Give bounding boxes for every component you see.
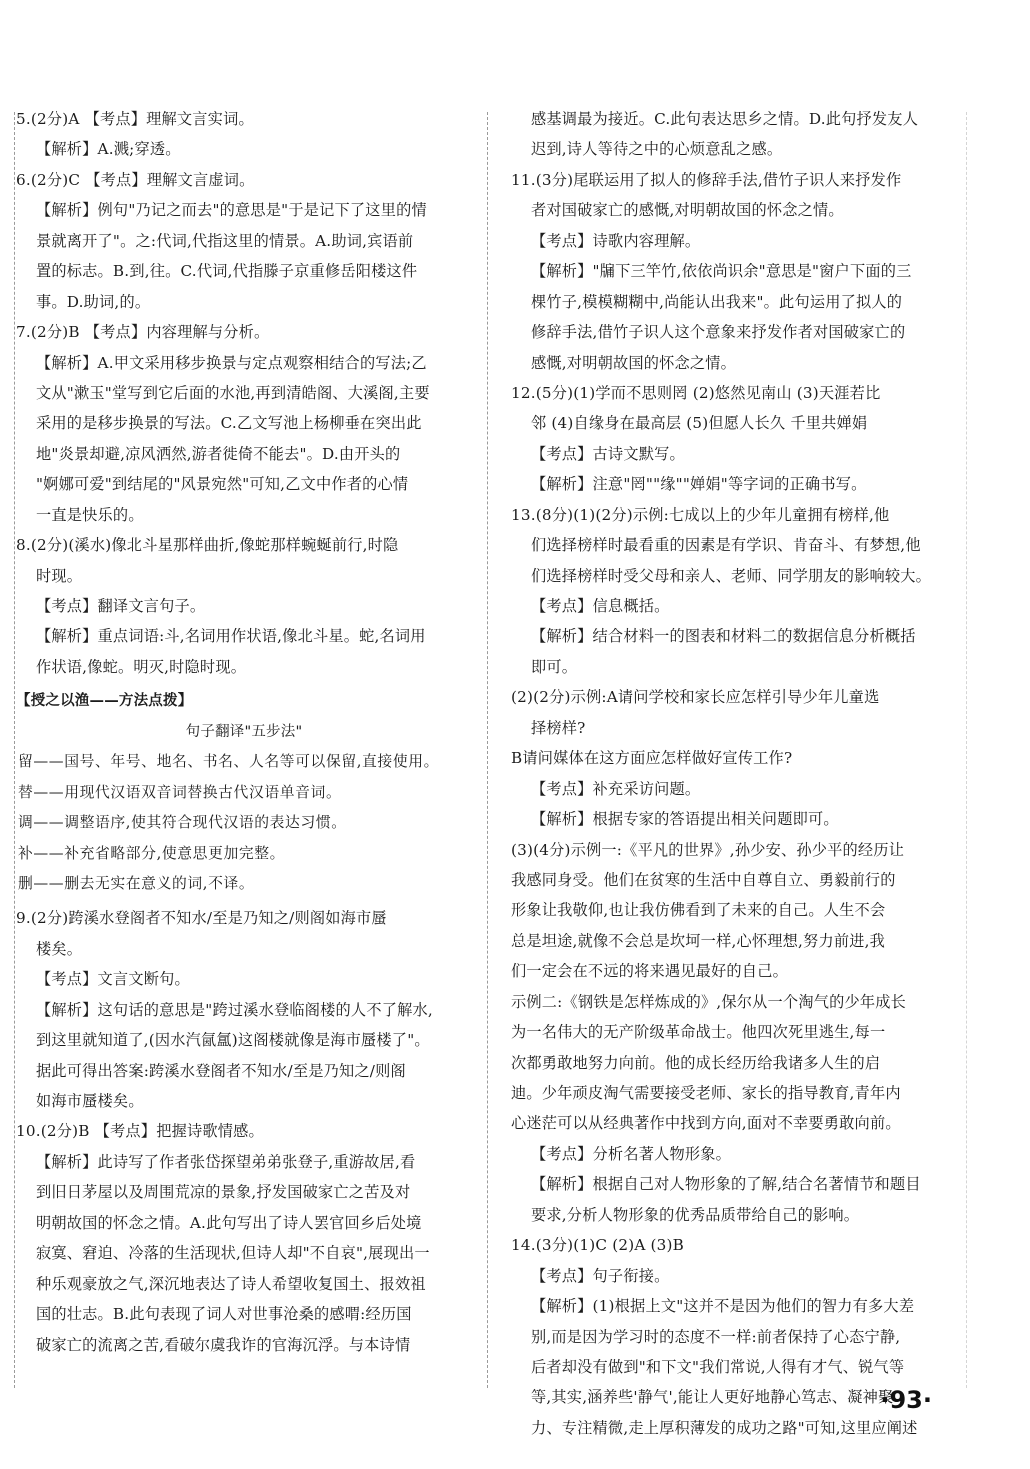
left-line-2: 【解析】A.溅;穿透。 bbox=[36, 140, 181, 159]
left-line-11: 采用的是移步换景的写法。C.乙文写池上杨柳垂在突出此 bbox=[36, 414, 422, 433]
left-line-35: 【解析】此诗写了作者张岱探望弟弟张登子,重游故居,看 bbox=[36, 1152, 416, 1171]
right-line-7: 棵竹子,模模糊糊中,尚能认出我来"。此句运用了拟人的 bbox=[531, 292, 903, 311]
left-line-20: 【授之以渔——方法点拨】 bbox=[16, 693, 193, 710]
left-line-14: 一直是快乐的。 bbox=[36, 505, 144, 524]
right-line-42: 后者却没有做到"和下文"我们常说,人得有才气、锐气等 bbox=[531, 1357, 905, 1376]
right-line-21: 择榜样? bbox=[531, 718, 586, 737]
left-line-8: 7.(2分)B 【考点】内容理解与分析。 bbox=[16, 323, 270, 342]
right-line-43: 等,其实,涵养些'静气',能让人更好地静心笃志、凝神聚 bbox=[531, 1388, 894, 1407]
right-line-29: 们一定会在不远的将来遇见最好的自己。 bbox=[511, 962, 788, 981]
right-line-20: (2)(2分)示例:A请问学校和家长应怎样引导少年儿童选 bbox=[511, 688, 880, 707]
right-line-34: 心迷茫可以从经典著作中找到方向,面对不幸要勇敢向前。 bbox=[511, 1114, 901, 1133]
right-line-8: 修辞手法,借竹子识人这个意象来抒发作者对国破家亡的 bbox=[531, 323, 906, 342]
left-margin-rule bbox=[14, 112, 15, 1388]
left-line-41: 破家亡的流离之苦,看破尔虞我诈的官海沉浮。与本诗情 bbox=[36, 1335, 411, 1354]
right-line-37: 要求,分析人物形象的优秀品质带给自己的影响。 bbox=[531, 1205, 860, 1224]
right-line-39: 【考点】句子衔接。 bbox=[531, 1266, 670, 1285]
right-line-30: 示例二:《钢铁是怎样炼成的》,保尔从一个淘气的少年成长 bbox=[511, 992, 907, 1011]
left-line-36: 到旧日茅屋以及周围荒凉的景象,抒发国破家亡之苦及对 bbox=[36, 1183, 411, 1202]
left-line-30: 【解析】这句话的意思是"跨过溪水登临阁楼的人不了解水, bbox=[36, 1000, 433, 1019]
left-line-31: 到这里就知道了,(因水汽氤氲)这阁楼就像是海市蜃楼了"。 bbox=[36, 1031, 430, 1050]
left-line-13: "婀娜可爱"到结尾的"风景宛然"可知,乙文中作者的心情 bbox=[36, 475, 409, 494]
left-line-24: 调——调整语序,使其符合现代汉语的表达习惯。 bbox=[18, 814, 347, 832]
left-line-26: 删——删去无实在意义的词,不译。 bbox=[18, 874, 255, 892]
right-line-33: 迪。少年顽皮淘气需要接受老师、家长的指导教育,青年内 bbox=[511, 1084, 901, 1102]
left-column bbox=[16, 104, 472, 1360]
left-line-39: 种乐观豪放之气,深沉地表达了诗人希望收复国土、报效祖 bbox=[36, 1274, 426, 1293]
right-line-10: 12.(5分)(1)学而不思则罔 (2)悠然见南山 (3)天涯若比 bbox=[511, 383, 881, 402]
right-line-32: 次都勇敢地努力向前。他的成长经历给我诸多人生的启 bbox=[511, 1053, 881, 1072]
left-line-16: 时现。 bbox=[36, 566, 83, 585]
left-line-37: 明朝故国的怀念之情。A.此句写出了诗人罢官回乡后处境 bbox=[36, 1213, 422, 1232]
left-line-40: 国的壮志。B.此句表现了词人对世事沧桑的感喟:经历国 bbox=[36, 1305, 412, 1324]
left-line-32: 据此可得出答案:跨溪水登阁者不知水/至是乃知之/则阁 bbox=[36, 1061, 406, 1080]
right-line-4: 者对国破家亡的感慨,对明朝故国的怀念之情。 bbox=[531, 201, 844, 220]
right-column bbox=[511, 104, 941, 1443]
left-line-38: 寂寞、窘迫、冷落的生活现状,但诗人却"不自哀",展现出一 bbox=[36, 1244, 430, 1263]
right-line-5: 【考点】诗歌内容理解。 bbox=[531, 231, 701, 250]
left-line-10: 文从"漱玉"堂写到它后面的水池,再到清皓阁、大溪阁,主要 bbox=[36, 383, 430, 402]
right-line-41: 别,而是因为学习时的态度不一样:前者保持了心态宁静, bbox=[531, 1327, 901, 1346]
right-line-31: 为一名伟大的无产阶级革命战士。他四次死里逃生,每一 bbox=[511, 1023, 886, 1042]
right-line-3: 11.(3分)尾联运用了拟人的修辞手法,借竹子识人来抒发作 bbox=[511, 170, 902, 189]
left-line-21: 句子翻译"五步法" bbox=[185, 723, 303, 740]
left-line-18: 【解析】重点词语:斗,名词用作状语,像北斗星。蛇,名词用 bbox=[36, 627, 426, 646]
left-line-23: 替——用现代汉语双音词替换古代汉语单音词。 bbox=[18, 783, 342, 801]
right-line-36: 【解析】根据自己对人物形象的了解,结合名著情节和题目 bbox=[531, 1175, 921, 1194]
left-line-5: 景就离开了"。之:代词,代指这里的情景。A.助词,宾语前 bbox=[36, 231, 414, 250]
right-line-18: 【解析】结合材料一的图表和材料二的数据信息分析概括 bbox=[531, 627, 916, 646]
right-line-9: 感慨,对明朝故国的怀念之情。 bbox=[531, 353, 737, 372]
left-line-6: 置的标志。B.到,往。C.代词,代指滕子京重修岳阳楼这件 bbox=[36, 262, 418, 281]
right-line-35: 【考点】分析名著人物形象。 bbox=[531, 1144, 732, 1163]
left-line-19: 作状语,像蛇。明灭,时隐时现。 bbox=[36, 657, 247, 676]
left-line-28: 楼矣。 bbox=[36, 939, 83, 958]
right-line-23: 【考点】补充采访问题。 bbox=[531, 779, 701, 798]
left-line-4: 【解析】例句"乃记之而去"的意思是"于是记下了这里的情 bbox=[36, 201, 427, 220]
right-line-25: (3)(4分)示例一:《平凡的世界》,孙少安、孙少平的经历让 bbox=[511, 840, 905, 859]
left-line-25: 补——补充省略部分,使意思更加完整。 bbox=[18, 844, 286, 862]
left-line-17: 【考点】翻译文言句子。 bbox=[36, 597, 206, 615]
right-margin-rule bbox=[966, 112, 967, 1388]
left-line-1: 5.(2分)A 【考点】理解文言实词。 bbox=[16, 110, 254, 128]
right-line-12: 【考点】古诗文默写。 bbox=[531, 444, 685, 463]
right-line-22: B请问媒体在这方面应怎样做好宣传工作? bbox=[511, 749, 793, 768]
right-line-16: 们选择榜样时受父母和亲人、老师、同学朋友的影响较大。 bbox=[531, 566, 932, 585]
right-line-19: 即可。 bbox=[531, 657, 578, 676]
left-line-34: 10.(2分)B 【考点】把握诗歌情感。 bbox=[16, 1122, 264, 1141]
page-number: ·93· bbox=[880, 1386, 932, 1414]
right-line-24: 【解析】根据专家的答语提出相关问题即可。 bbox=[531, 810, 839, 829]
right-line-14: 13.(8分)(1)(2分)示例:七成以上的少年儿童拥有榜样,他 bbox=[511, 505, 890, 524]
left-line-22: 留——国号、年号、地名、书名、人名等可以保留,直接使用。 bbox=[18, 753, 440, 771]
right-line-15: 们选择榜样时最看重的因素是有学识、肯奋斗、有梦想,他 bbox=[531, 536, 921, 555]
left-line-29: 【考点】文言文断句。 bbox=[36, 970, 190, 989]
right-line-27: 形象让我敬仰,也让我仿佛看到了未来的自己。人生不会 bbox=[511, 901, 886, 920]
left-line-9: 【解析】A.甲文采用移步换景与定点观察相结合的写法;乙 bbox=[36, 353, 427, 372]
column-divider bbox=[487, 112, 488, 1388]
right-line-6: 【解析】"牖下三竿竹,依依尚识余"意思是"窗户下面的三 bbox=[531, 262, 912, 281]
right-line-26: 我感同身受。他们在贫寒的生活中自尊自立、勇毅前行的 bbox=[511, 870, 896, 889]
left-line-33: 如海市蜃楼矣。 bbox=[36, 1092, 144, 1110]
left-line-7: 事。D.助词,的。 bbox=[36, 292, 151, 311]
left-line-15: 8.(2分)(溪水)像北斗星那样曲折,像蛇那样蜿蜒前行,时隐 bbox=[16, 536, 399, 555]
right-line-1: 感基调最为接近。C.此句表达思乡之情。D.此句抒发友人 bbox=[531, 110, 919, 128]
right-line-11: 邻 (4)自缘身在最高层 (5)但愿人长久 千里共婵娟 bbox=[531, 414, 868, 433]
right-line-13: 【解析】注意"罔""缘""婵娟"等字词的正确书写。 bbox=[531, 475, 867, 494]
right-line-40: 【解析】(1)根据上文"这并不是因为他们的智力有多大差 bbox=[531, 1297, 915, 1316]
left-line-12: 地"炎景却避,凉风洒然,游者徙倚不能去"。D.由开头的 bbox=[36, 444, 401, 463]
right-line-28: 总是坦途,就像不会总是坎坷一样,心怀理想,努力前进,我 bbox=[511, 931, 886, 950]
right-line-2: 迟到,诗人等待之中的心烦意乱之感。 bbox=[531, 140, 783, 159]
left-line-27: 9.(2分)跨溪水登阁者不知水/至是乃知之/则阁如海市蜃 bbox=[16, 909, 387, 928]
right-line-38: 14.(3分)(1)C (2)A (3)B bbox=[511, 1236, 684, 1255]
right-line-17: 【考点】信息概括。 bbox=[531, 597, 670, 615]
left-line-3: 6.(2分)C 【考点】理解文言虚词。 bbox=[16, 170, 255, 189]
right-line-44: 力、专注精微,走上厚积薄发的成功之路"可知,这里应阐述 bbox=[531, 1418, 918, 1437]
